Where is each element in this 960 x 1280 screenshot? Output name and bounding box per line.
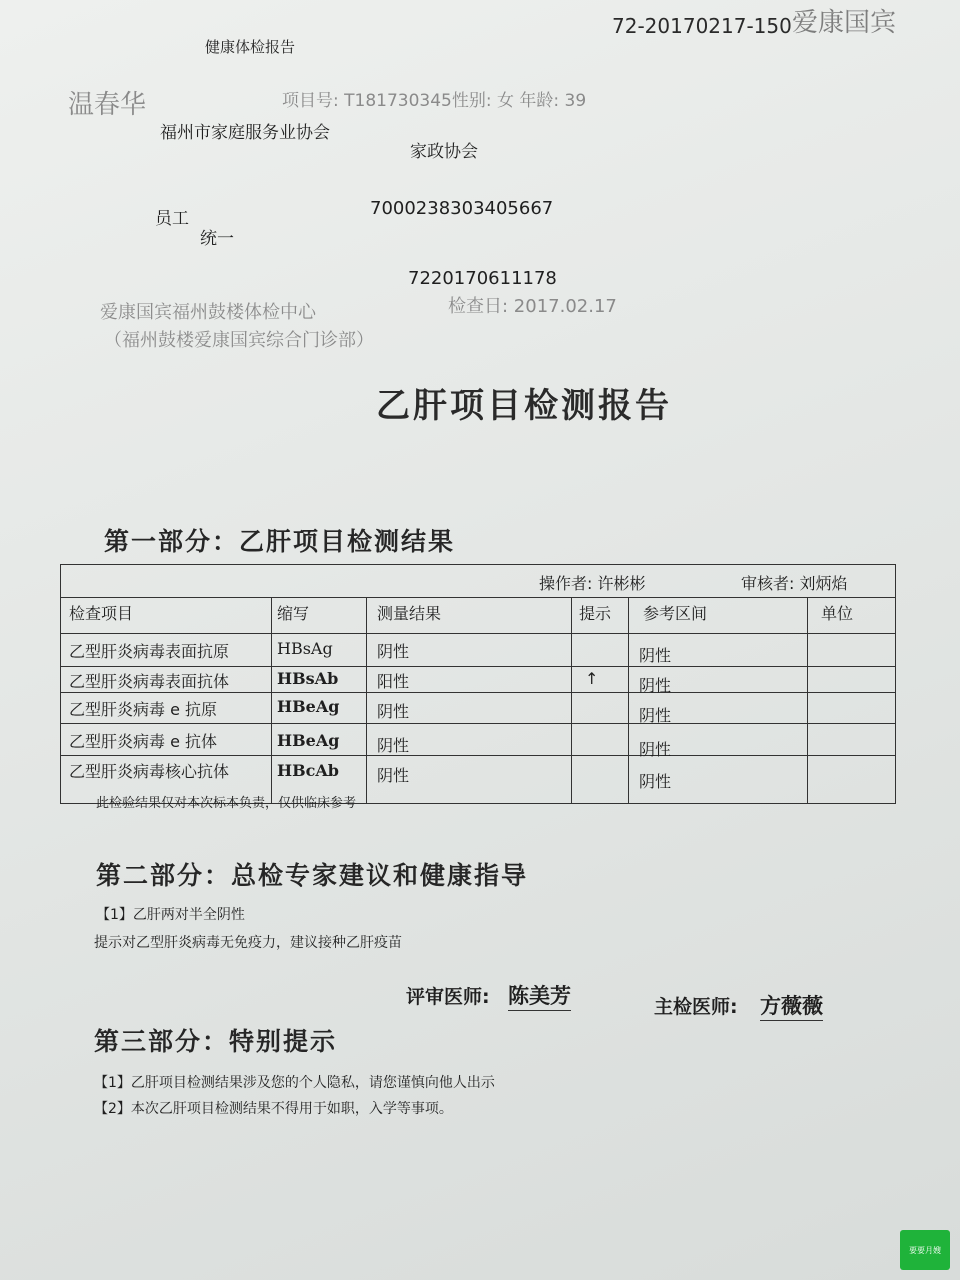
reviewer: 审核者: 刘炳焰 — [741, 574, 848, 593]
special-tip-1: 【1】乙肝项目检测结果涉及您的个人隐私，请您谨慎向他人出示 — [94, 1075, 495, 1091]
row4-reference: 阴性 — [639, 740, 672, 759]
patient-name: 温春华 — [68, 90, 147, 120]
row4-result: 阴性 — [377, 736, 410, 755]
watermark-text: 要要月嫂 — [909, 1245, 941, 1255]
row2-reference: 阴性 — [639, 676, 672, 695]
table-note: 此检验结果仅对本次标本负责，仅供临床参考 — [96, 796, 357, 811]
clinic-name: （福州鼓楼爱康国宾综合门诊部） — [104, 330, 374, 351]
row1-reference: 阴性 — [639, 646, 672, 665]
watermark-badge — [900, 1230, 950, 1270]
operator: 操作者: 许彬彬 — [539, 574, 646, 593]
col-header-unit: 单位 — [821, 604, 854, 623]
organization: 福州市家庭服务业协会 — [160, 123, 330, 143]
row2-abbr: HBsAb — [277, 669, 339, 688]
row1-result: 阴性 — [377, 642, 410, 661]
unified-label: 统一 — [200, 229, 234, 249]
association: 家政协会 — [410, 142, 478, 162]
col-header-reference: 参考区间 — [643, 604, 708, 623]
special-tip-2: 【2】本次乙肝项目检测结果不得用于如职，入学等事项。 — [94, 1101, 453, 1117]
results-table — [60, 564, 896, 804]
row1-abbr: HBsAg — [277, 639, 333, 658]
row3-reference: 阴性 — [639, 706, 672, 725]
col-header-item: 检查项目 — [69, 604, 134, 623]
item-info: 项目号: T181730345性别: 女 年龄: 39 — [282, 91, 587, 111]
section1-heading: 第一部分：乙肝项目检测结果 — [104, 527, 456, 556]
row5-abbr: HBcAb — [277, 761, 339, 780]
row2-result: 阳性 — [377, 672, 410, 691]
brand-logo-text: 爱康国宾 — [792, 8, 897, 38]
page-title: 乙肝项目检测报告 — [376, 386, 672, 426]
row4-item: 乙型肝炎病毒 e 抗体 — [69, 732, 218, 751]
section3-heading: 第三部分：特别提示 — [94, 1027, 338, 1056]
col-header-result: 测量结果 — [377, 604, 442, 623]
reviewer-doctor-label: 评审医师: — [406, 986, 490, 1008]
row2-item: 乙型肝炎病毒表面抗体 — [69, 672, 230, 691]
row1-item: 乙型肝炎病毒表面抗原 — [69, 642, 230, 661]
employee-number: 7000238303405667 — [370, 198, 554, 219]
row2-flag-up-arrow-icon: ↑ — [585, 669, 599, 688]
exam-center: 爱康国宾福州鼓楼体检中心 — [100, 302, 316, 323]
employee-label: 员工 — [155, 209, 189, 229]
row5-reference: 阴性 — [639, 772, 672, 791]
exam-date: 检查日: 2017.02.17 — [448, 296, 617, 317]
row3-result: 阴性 — [377, 702, 410, 721]
row4-abbr: HBeAg — [277, 731, 340, 750]
row3-item: 乙型肝炎病毒 e 抗原 — [69, 700, 218, 719]
row3-abbr: HBeAg — [277, 697, 340, 716]
section2-heading: 第二部分：总检专家建议和健康指导 — [96, 861, 529, 890]
col-header-abbr: 缩写 — [277, 604, 310, 623]
row5-item: 乙型肝炎病毒核心抗体 — [69, 762, 230, 781]
chief-doctor-label: 主检医师: — [654, 996, 738, 1018]
chief-doctor-signature: 方薇薇 — [760, 990, 823, 1021]
reviewer-doctor-signature: 陈美芳 — [508, 980, 571, 1011]
advice-text: 提示对乙型肝炎病毒无免疫力，建议接种乙肝疫苗 — [94, 935, 402, 951]
report-code: 72-20170217-150 — [612, 14, 792, 38]
row5-result: 阴性 — [377, 766, 410, 785]
unified-number: 7220170611178 — [408, 268, 557, 289]
col-header-flag: 提示 — [579, 604, 612, 623]
report-type: 健康体检报告 — [205, 38, 296, 56]
advice-point-1: 【1】乙肝两对半全阴性 — [96, 907, 245, 923]
